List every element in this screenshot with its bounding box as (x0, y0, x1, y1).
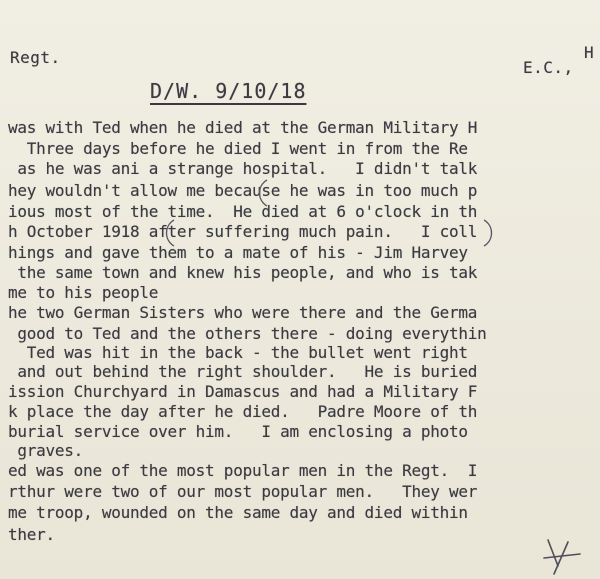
letter-line: rthur were two of our most popular men. They wer (8, 482, 478, 501)
pencil-check-mark (540, 536, 590, 576)
letter-line: ious most of the time. He died at 6 o'clock in th (8, 202, 478, 221)
letter-line: good to Ted and the others there - doing everythin (8, 324, 487, 343)
header-regt: Regt. (10, 48, 61, 67)
letter-line: ed was one of the most popular men in the Regt. I (8, 461, 478, 480)
header-ec: E.C., (523, 58, 574, 77)
letter-line: Three days before he died I went in from the Re (8, 139, 468, 158)
letter-line: burial service over him. I am enclosing a photo (8, 422, 468, 441)
letter-line: as he was ani a strange hospital. I didn't talk (8, 159, 478, 178)
letter-line: me troop, wounded on the same day and died within (8, 503, 468, 522)
pencil-bracket-mark (478, 218, 498, 248)
letter-line: k place the day after he died. Padre Moore of th (8, 402, 478, 421)
letter-line: me to his people (8, 283, 159, 302)
letter-line: was with Ted when he died at the German Military H (8, 118, 478, 137)
document-reference: D/W. 9/10/18 (150, 79, 307, 103)
letter-line: ther. (8, 525, 55, 544)
letter-line: graves. (8, 441, 84, 460)
letter-line: hings and gave them to a mate of his - Jim Harvey (8, 243, 468, 262)
header-corner-letter: H (584, 43, 595, 62)
letter-line: and out behind the right shoulder. He is buried (8, 362, 478, 381)
letter-line: the same town and knew his people, and who is tak (8, 263, 478, 282)
letter-line: Ted was hit in the back - the bullet went right (8, 343, 468, 362)
letter-line: he two German Sisters who were there and the Germa (8, 303, 478, 322)
letter-line: h October 1918 after suffering much pain. I coll (8, 222, 478, 241)
letter-line: hey wouldn't allow me because he was in too much p (8, 181, 478, 200)
letter-line: ission Churchyard in Damascus and had a Military F (8, 382, 478, 401)
